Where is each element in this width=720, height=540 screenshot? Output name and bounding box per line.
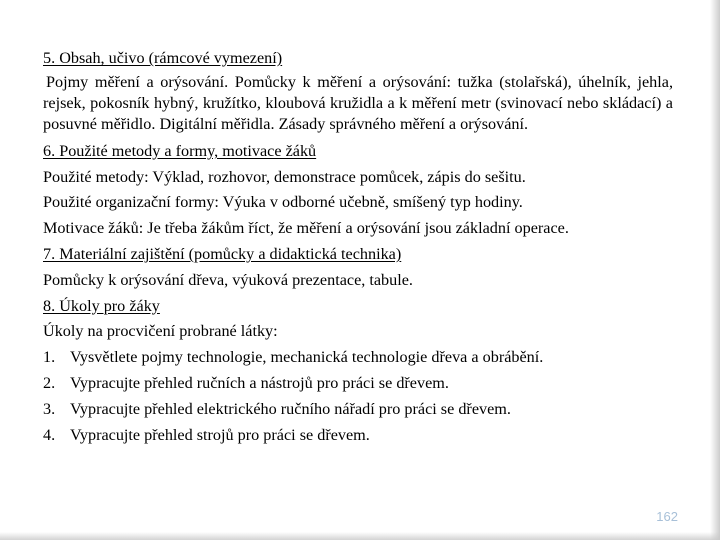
document-body [43, 46, 673, 448]
section-5-paragraph: Pojmy měření a orýsování. Pomůcky k měření a orýsování: tužka (stolařská), úhelník, jehla, rejsek, pokosník hybný, kružítko, kloubová kružidla a k měření metr (svinovací nebo skládací) a posuvné měřidlo. Digitální měřidla. Zásady správného měření a orýsování. [43, 72, 673, 133]
list-item [43, 423, 673, 449]
organizational-forms-line: Použité organizační formy: Výuka v odborné učebně, smíšený typ hodiny. [43, 193, 523, 212]
section-8-heading: 8. Úkoly pro žáky [43, 296, 160, 315]
list-item [43, 397, 673, 423]
task-list [43, 345, 673, 448]
task-number: 1. [43, 348, 56, 367]
motivation-line: Motivace žáků: Je třeba žákům říct, že měření a orýsování jsou základní operace. [43, 219, 569, 238]
section-7-heading: 7. Materiální zajištění (pomůcky a didaktická technika) [43, 244, 402, 263]
section-6-heading: 6. Použité metody a formy, motivace žáků [43, 141, 317, 160]
tasks-intro: Úkoly na procvičení probrané látky: [43, 322, 278, 341]
page-number: 162 [656, 509, 678, 524]
task-number: 2. [43, 373, 56, 392]
task-text: Vypracujte přehled ručních a nástrojů pro práci se dřevem. [70, 373, 449, 392]
task-text: Vypracujte přehled strojů pro práci se dřevem. [70, 425, 370, 444]
task-number: 3. [43, 399, 56, 418]
materials-line: Pomůcky k orýsování dřeva, výuková prezentace, tabule. [43, 270, 413, 289]
task-number: 4. [43, 425, 56, 444]
right-edge-shadow [710, 0, 720, 540]
list-item [43, 371, 673, 397]
task-text: Vysvětlete pojmy technologie, mechanická technologie dřeva a obrábění. [70, 348, 544, 367]
methods-line: Použité metody: Výklad, rozhovor, demonstrace pomůcek, zápis do sešitu. [43, 167, 526, 186]
section-5-heading: 5. Obsah, učivo (rámcové vymezení) [43, 49, 283, 67]
bottom-edge-shadow [0, 532, 720, 540]
list-item [43, 345, 673, 371]
task-text: Vypracujte přehled elektrického ručního nářadí pro práci se dřevem. [70, 399, 511, 418]
